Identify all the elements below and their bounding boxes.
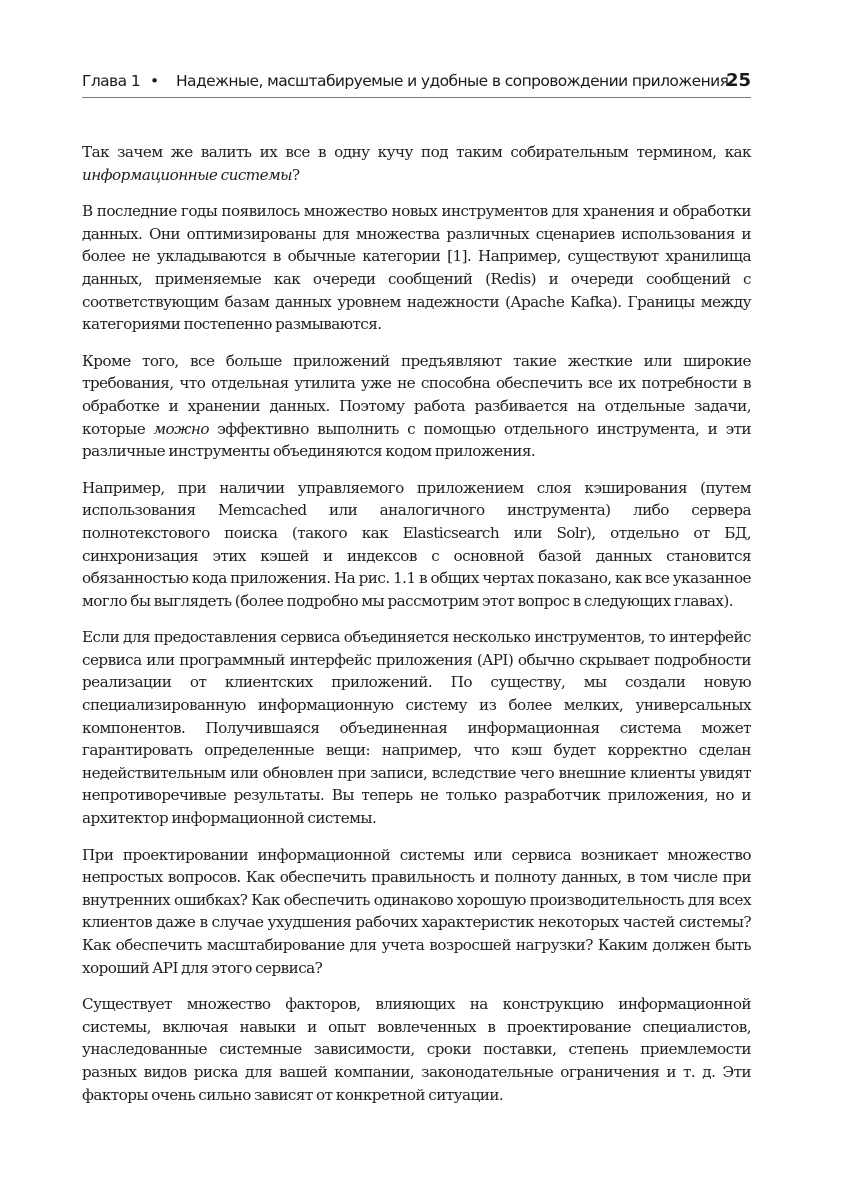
text-run: Например, при наличии управляемого приложением слоя кэширования (путем использования Memcached или аналогичного инструмента) либо сервера полнотекстового поиска (такого как Elasticsearch или Solr), отдельно от БД, синхронизация этих кэшей и индексов с основной базой данных становится обязанностью кода приложения. На рис. 1.1 в общих чертах показано, как все указанное могло бы выглядеть (более подробно мы рассмотрим этот вопрос в следующих главах). [82,478,751,610]
paragraph [82,200,751,336]
text-run: Так зачем же валить их все в одну кучу под таким собирательным термином, как [82,143,751,161]
text-run: ? [291,165,300,184]
text-run: При проектировании информационной системы или сервиса возникает множество непростых вопросов. Как обеспечить правильность и полноту данных, в том числе при внутренних ошибках? Как обеспечить одинаково хорошую производительность для всех клиентов даже в случае ухудшения рабочих характеристик некоторых частей системы? Как обеспечить масштабирование для учета возросшей нагрузки? Каким должен быть хороший API для этого сервиса? [82,845,751,977]
italic-term: информационные системы [82,165,292,184]
header-divider [82,97,751,98]
chapter-title: Надежные, масштабируемые и удобные в сопровождении приложения [176,72,729,90]
paragraph [82,993,751,1106]
paragraph [82,477,751,613]
paragraph [82,844,751,980]
body-text [82,141,751,1120]
text-run: Если для предоставления сервиса объединяется несколько инструментов, то интерфейс сервиса или программный интерфейс приложения (API) обычно скрывает подробности реализации от клиентских приложений. По существу, мы создали новую специализированную информационную систему из более мелких, универсальных компонентов. Получившаяся объединенная информационная система может гарантировать определенные вещи: например, что кэш будет корректно сделан недействительным или обновлен при записи, вследствие чего внешние клиенты увидят непротиворечивые результаты. Вы теперь не только разработчик приложения, но и архитектор информационной системы. [82,628,751,828]
text-run: Кроме того, все больше приложений предъявляют такие жесткие или широкие требования, что отдельная утилита уже не способна обеспечить все их потребности в обработке и хранении данных. Поэтому работа разбивается на отдельные задачи, которые [82,351,751,438]
paragraph [82,350,751,463]
paragraph [82,626,751,829]
running-header [82,70,751,98]
paragraph [82,141,751,186]
chapter-label: Глава 1 [82,72,141,90]
page-number: 25 [725,70,751,91]
italic-term: можно [153,419,209,438]
header-bullet: • [150,72,159,90]
text-run: Существует множество факторов, влияющих на конструкцию информационной системы, включая навыки и опыт вовлеченных в проектирование специалистов, унаследованные системные зависимости, сроки поставки, степень приемлемости разных видов риска для вашей компании, законодательные ограничения и т. д. Эти факторы очень сильно зависят от конкретной ситуации. [82,995,751,1104]
text-run: В последние годы появилось множество новых инструментов для хранения и обработки данных. Они оптимизированы для множества различных сценариев использования и более не укладываются в обычные категории [1]. Например, существуют хранилища данных, применяемые как очереди сообщений (Redis) и очереди сообщений с соответствующим базам данных уровнем надежности (Apache Kafka). Границы между категориями постепенно размываются. [82,202,751,334]
text-run: эффективно выполнить с помощью отдельного инструмента, и эти различные инструменты объединяются кодом приложения. [82,419,751,461]
